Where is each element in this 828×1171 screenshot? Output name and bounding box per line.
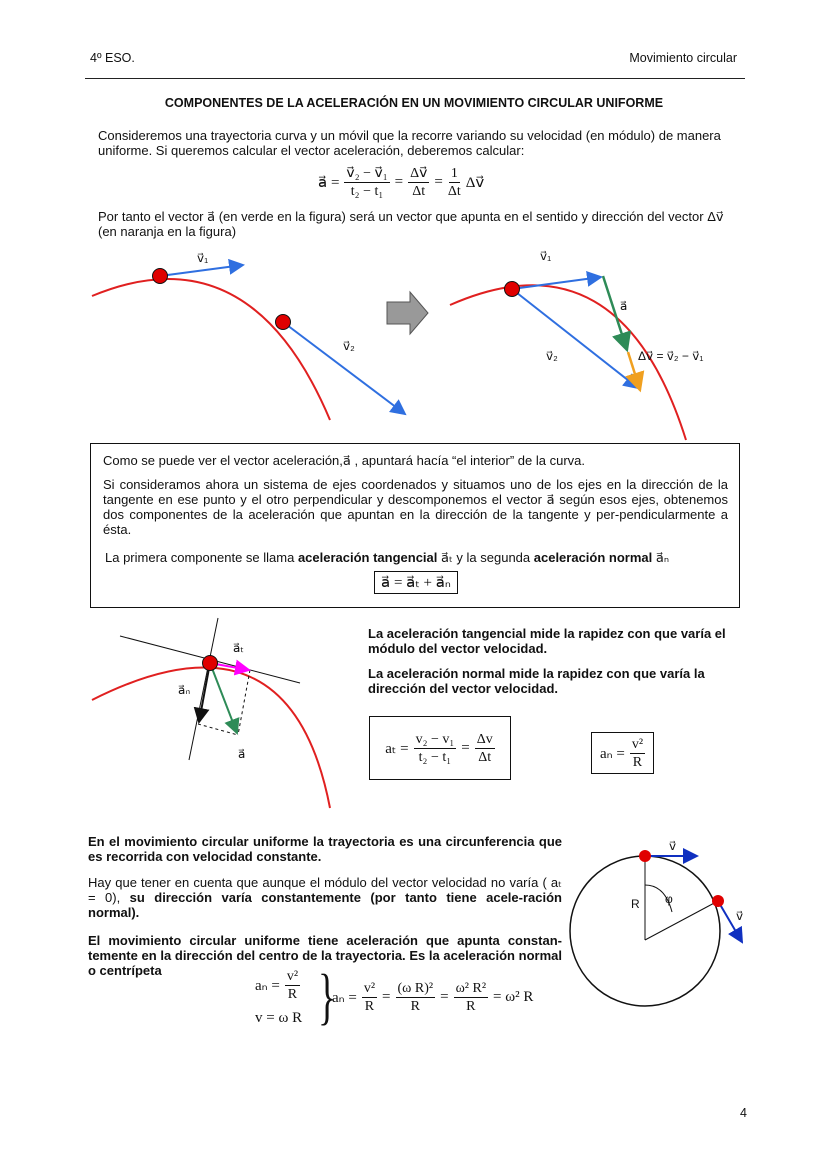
velocity-label: v⃗: [669, 839, 677, 853]
fraction: $\frac{\Delta v⃗}{\Delta t}$: [410, 166, 428, 199]
normal-description: La aceleración normal mide la rapidez con que varía la dirección del vector velocidad.: [368, 666, 705, 696]
brace: }: [317, 963, 336, 1031]
vector-paragraph: Por tanto el vector a⃗ (en verde en la figura) será un vector que apunta en el sentido y dirección del vector Δv⃗ (en naranja en la figura): [98, 209, 724, 239]
page-title: COMPONENTES DE LA ACELERACIÓN EN UN MOVIMIENTO CIRCULAR UNIFORME: [164, 96, 664, 110]
position-point: [639, 850, 651, 862]
header-topic: Movimiento circular: [629, 51, 737, 65]
header-course: 4º ESO.: [90, 51, 135, 65]
box-paragraph-3: La primera componente se llama aceleración tangencial a⃗ₜ y la segunda aceleración normal a⃗ₙ: [105, 550, 670, 565]
page-number: 4: [740, 1106, 747, 1120]
tangential-formula: aₜ = $\frac{\text{v₂ − v₁}}{\text{t₂ − t₁}}$ = $\frac{\Delta v}{\Delta t}$: [369, 716, 511, 780]
figure-trajectory-left: [92, 251, 405, 420]
angle-label: φ: [665, 892, 673, 906]
v2-label: v⃗₂: [343, 339, 355, 353]
normal-line: [189, 618, 218, 760]
dashed-guide: [198, 724, 238, 735]
direction-paragraph: Hay que tener en cuenta que aunque el módulo del vector velocidad no varía ( aₜ = 0), su dirección varía constantemente (por tanto tiene acele-ración normal).: [88, 875, 562, 920]
figure-components: [92, 618, 330, 808]
figure-trajectory-right: [450, 249, 703, 440]
explanation-box: [90, 443, 740, 608]
v1-label: v⃗₁: [540, 249, 552, 263]
acceleration-formula: a⃗ = $\frac{\text{v⃗₂ − v⃗₁}}{\text{t₂ − t₁}}$ = $\frac{\Delta v⃗}{\Delta t}$ = $\frac{1}{\Delta t}$ Δv⃗: [318, 166, 485, 199]
a-label: a⃗: [238, 747, 246, 761]
position-point: [203, 656, 218, 671]
position-point: [712, 895, 724, 907]
velocity-relation: v = ω R: [255, 1010, 303, 1026]
arrow-right-icon: [387, 292, 428, 334]
an-label: a⃗ₙ: [178, 683, 191, 697]
position-point-1: [153, 269, 168, 284]
trajectory-curve: [92, 668, 330, 808]
radius-label: R: [631, 897, 640, 911]
fraction: $\frac{1}{\Delta t}$: [447, 166, 461, 199]
centripetal-formula: aₙ = $\frac{\text{v²}}{R}$ = $\frac{\text{(ω R)²}}{R}$ = $\frac{\text{ω² R²}}{R}$ = ω² R: [332, 981, 534, 1014]
v1-arrow: [160, 265, 243, 276]
v2-arrow: [283, 322, 405, 414]
position-point-2: [276, 315, 291, 330]
acceleration-arrow: [210, 663, 237, 733]
radius-line: [645, 901, 718, 940]
centripetal-paragraph: El movimiento circular uniforme tiene aceleración que apunta constan-temente en la dirección del centro de la trayectoria. Es la aceleración normal o centrípeta: [88, 933, 562, 978]
normal-formula: aₙ = $\frac{\text{v²}}{R}$: [591, 732, 654, 774]
at-label: a⃗ₜ: [233, 641, 244, 655]
box-paragraph-1: Como se puede ver el vector aceleración,a⃗ , apuntará hacía “el interior” de la curva.: [103, 453, 585, 468]
normal-acceleration-arrow: [199, 663, 210, 722]
delta-v-label: Δv⃗ = v⃗₂ − v⃗₁: [638, 349, 704, 363]
acceleration-arrow: [603, 276, 627, 350]
position-point: [505, 282, 520, 297]
fraction: $\frac{\text{v⃗₂ − v⃗₁}}{\text{t₂ − t₁}}$: [346, 166, 388, 199]
dashed-guide: [238, 670, 250, 735]
box-paragraph-2: Si consideramos ahora un sistema de ejes coordenados y situamos uno de los ejes en la dirección de la tangente en ese punto y el otro perpendicular y descomponemos el vector a⃗ según esos ejes, obtenemos dos componentes de la aceleración que apuntan en la dirección de la tangente y per-pendicularmente a ésta.: [103, 477, 728, 537]
figure-circle: [570, 839, 743, 1006]
intro-paragraph: Consideremos una trayectoria curva y un móvil que la recorre variando su velocidad (en módulo) de manera uniforme. Si queremos calcular el vector aceleración, deberemos calcular:: [98, 128, 721, 158]
v1-label: v⃗₁: [197, 251, 209, 265]
v2-label: v⃗₂: [546, 349, 558, 363]
a-label: a⃗: [620, 299, 628, 313]
centripetal-definition: aₙ = $\frac{\text{v²}}{R}$: [255, 969, 299, 1002]
eq-lhs: a⃗ =: [318, 175, 340, 191]
trajectory-curve: [92, 279, 330, 420]
tangential-description: La aceleración tangencial mide la rapidez con que varía el módulo del vector velocidad.: [368, 626, 726, 656]
velocity-label: v⃗: [736, 909, 744, 923]
uniform-motion-paragraph: En el movimiento circular uniforme la trayectoria es una circunferencia que es recorrida con velocidad constante.: [88, 834, 562, 864]
acceleration-sum-formula: a⃗ = a⃗ₜ + a⃗ₙ: [374, 571, 458, 594]
